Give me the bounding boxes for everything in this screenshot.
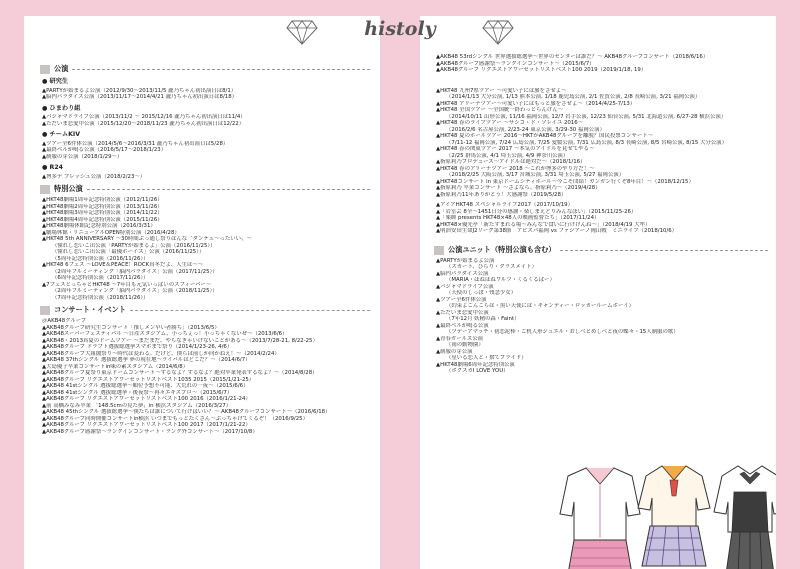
list-item: ▲制服の芽公演 (436, 348, 473, 355)
section-square-icon (40, 306, 50, 315)
list-item: ▲指原莉乃11年ありがとう！大感謝祭（2019/5/28） (436, 191, 567, 198)
section-title: 公演ユニット（特別公演も含む） (448, 244, 556, 254)
group-heading: ● R24 (42, 164, 63, 171)
list-item: ▲パジャマドライブ公演 (436, 283, 494, 290)
list-item: ▲ただいま恋愛中公演（2015/12/20〜2018/11/23 瀧乃ちゃん初出演日は12/22） (42, 120, 245, 127)
list-item: ▲HKT48劇場2周年記念特別公演（2013/11/26） (42, 203, 163, 210)
uniform-dark-jumper-icon (714, 466, 776, 569)
list-item: ▲HKT48 全国ツアー 〜全国統一終わっとらんけん〜 (436, 107, 564, 113)
list-item: ▲前 高橋みなみ卒業 〝148.5cmの見た夢〟in 横浜スタジアム（2016/3/27） (42, 402, 232, 409)
list-item: （2周年フルミーティング「脳内パラダイス」公演（2018/11/25）） (52, 288, 218, 294)
list-item: ▲博多デ ブレッシュ公演（2018/2/23〜） (42, 173, 146, 180)
section-special (40, 185, 370, 194)
list-item: ▲AKB48グループ研究生コンサート「推しメン早い者勝ち」（2013/6/5） (42, 324, 220, 331)
list-item: （ボクスカI LOVE YOU） (446, 368, 509, 374)
list-item: ▲AKB48グループ リクエストアワーセットリストベスト100 2017（2017/1/21-22） (42, 422, 251, 428)
list-item: （2014/1/13 大分公演, 1/13 熊本公演, 1/18 鹿児島公演, 2/1 佐賀公演, 2/8 長崎公演, 3/21 福岡公演） (446, 94, 701, 100)
list-item: ▲AKB48 45thシングル 選抜総選挙〜僕たちは誰について行けばいい？〜 AKB48グループコンサート〜（2016/6/18） (42, 409, 331, 415)
right-column (434, 54, 768, 375)
list-item: （2016/2/6 名古屋公演, 2/23-24 東京公演, 3/29-30 福岡公演） (446, 126, 605, 133)
list-item: ▲最終ベルが鳴る公演（2016/5/17〜2018/1/23） (42, 147, 167, 153)
section-title: 特別公演 (54, 184, 83, 194)
list-item: ▲AKB48 41stシングル 選抜総選挙・後夜祭〜再々エキスプロ〜（2015/6/7） (42, 389, 233, 396)
list-item: ▲脳内パラダイス公演 (436, 270, 489, 277)
list-item: （スカート、ひらり・クラスメイト） (446, 264, 537, 270)
list-item: ▲PARTYが始まるよ公演（2012/9/30〜2013/11/5 瀧乃ちゃん初出演日は8/1） (42, 87, 237, 94)
special-list (40, 197, 370, 301)
list-item: ▲指原莉乃プロデュース〜アイドルは絶対だ〜（2018/1/16） (436, 159, 586, 165)
list-item: ▲制服の芽公演（2018/1/29〜） (42, 153, 123, 160)
section-title: 公演 (54, 64, 69, 74)
list-item: ▲PARTYが始まるよ公演 (436, 257, 495, 264)
section-square-icon (434, 246, 444, 255)
list-item: ▲HKT48劇場1周年記念特別公演（2012/11/26） (42, 197, 163, 203)
list-item: ▲AKB48グループ夏祭り東京ドームコンサート〜するなよ？するなよ？絶対卒業発表するなよ？〜（2014/8/28） (42, 370, 318, 376)
concert-list (40, 318, 370, 435)
list-item: ▲AKB48グループ リクエストアワーセットリストベスト100 2019（2019/1/18, 19） (436, 67, 647, 73)
dashed-divider (560, 250, 768, 251)
list-item: ＠AKB48グループ (42, 318, 87, 324)
section-square-icon (40, 185, 50, 194)
list-item: （雨の動物園） (446, 342, 484, 348)
list-item: （憧れし恋いこ出公演「最優ボーイズ」公演（2016/11/25）） (52, 249, 205, 255)
left-column (40, 60, 370, 435)
uniform-plaid-skirt-icon (638, 466, 710, 566)
list-item: （7年12月 妖精の森・Faint） (446, 316, 520, 322)
dashed-divider (72, 69, 370, 70)
page-title: histoly (364, 18, 436, 40)
list-item: ▲AKB48・2013真夏のドームツアー 〜まだまだ、やらなきゃいけないことがある〜（2013/7/28-21, 8/22-25） (42, 337, 318, 344)
list-item: ▲パジャマドライブ公演（2013/11/2 〜 2015/12/16 瀧乃ちゃん初出演日は11/4） (42, 114, 246, 120)
list-item: ▲AKB48 41stシングル 選抜総選挙〜順位予想不可能、大荒れの一夜〜（2015/6/6） (42, 383, 249, 389)
diamond-icon-left (286, 18, 318, 46)
list-item: ▲AKB48グループ感謝祭〜ランクインコンサート〜（2015/6/7） (436, 60, 595, 67)
list-item: ▲AKB48グループ リクエストアワーセットリストベスト100 2016（2016/1/21-24） (42, 396, 251, 402)
left-page (24, 16, 380, 569)
list-item: （7周年記念特別公演（2018/11/26）） (52, 294, 149, 301)
list-item: ▲HKT48劇場6周年記念特別公演 (436, 361, 515, 368)
list-item: ▲脳内パラダイス公演（2013/11/17〜2014/4/21 瀧乃ちゃん初出演日は8/18） (42, 94, 238, 100)
list-item: ▲劇場休館・リニューアルOPEN特別公演（2016/4/28） (42, 229, 180, 236)
list-item: ▲ツアー全6件体公演 (436, 296, 487, 303)
hkt-concert-list (434, 88, 768, 199)
list-item: ▲「薬師 presents HKT48×48人の映画監督たち」（2017/11/24） (436, 215, 600, 221)
list-item: ▲AKB48グループ リクエストアワーセットリストベスト1035 2015（2015/1/21-25） (42, 376, 255, 383)
right-page (420, 16, 776, 569)
list-item: ▲AKB48グループ ドラフト選抜総選挙スマホまで祭り（2014/1/23-26, 4/6） (42, 344, 233, 350)
list-item: ▲HKT48 5th ANNIVERSARY 〜30時間ぶっ通し祭りはんな〝ダンテュ〜ったいい〟〜 (42, 236, 252, 242)
section-square-icon (40, 65, 50, 74)
list-item: ▲AKB48スーパーフェスティバル 〜日産スタジアム、小っちぇっ！小っちゃくないぜ〜（2013/6/6） (42, 331, 288, 337)
list-item: ▲最終ベルが鳴る公演 (436, 322, 489, 329)
dashed-divider (87, 189, 370, 190)
list-item: （7/11-12 福岡公演, 7/24 広島公演, 7/25 愛媛公演, 7/31 広島公演, 8/3 長崎公演, 8/5 宮崎公演, 8/15 大分公演） (446, 139, 727, 146)
list-item: ▲HKT48 九州7県ツアー 〜可愛い子には旅をさせよ〜 (436, 87, 567, 94)
list-item: （5周年記念特別公演（2016/11/26）） (52, 255, 149, 262)
list-item: ▲HKT48 春のライブツアー 〜サシコ・ド・ソレイユ 2016〜 (436, 120, 584, 126)
list-item: ▲ツアー全6件体公演（2014/5/6〜2016/3/31 瀧乃ちゃん初出演日は5/28） (42, 140, 229, 147)
list-item: （2014/10/11 山形公演, 11/16 福岡公演, 12/7 岩手公演, 12/23 仙台公演, 5/31 北海道公演, 6/27-28 横浜公演） (446, 113, 727, 120)
header (0, 18, 800, 52)
list-item: （2018/2/25 大阪公演, 3/17 宮城公演, 3/31 埼玉公演, 5/27 福岡公演） (446, 172, 625, 178)
list-item: ▲「岩室芸 8全〜1451日分の感謝・楽しまえどりみんなぼい」（2015/11/25-26） (436, 208, 637, 215)
list-item: ▲HKT48 春のアリーナツアー 2018 〜これが博多のやり方だ！〜 (436, 165, 595, 172)
list-item: ▲HKT48 6フェス 〜LOVE＆PEACE！ROCK真冬だよ、人生は〜〜 (42, 262, 204, 268)
group-heading: ● ひまわり組 (42, 104, 81, 112)
list-item: （2/25 群馬公演, 4/1 埼玉公演, 4/9 神奈川公演） (446, 152, 569, 159)
list-item: ▲AKB48グループ同時開催コンサートin横浜 いつまでもっとたくさん〜ぶっちゃけてくるぞ！（2016/9/25） (42, 415, 308, 422)
top-list (434, 54, 768, 74)
list-item: ▲青春ガールズ公演 (436, 335, 484, 342)
list-item: ▲7フェスとっちゃとHKT48 〜7年目も元気いっぱいのスフィーバー〜 (42, 281, 212, 288)
list-item: （星いる恋人と・捨てプライド） (446, 355, 527, 361)
uniform-pink-blouse-icon (560, 468, 640, 569)
list-item: ▲HKT48劇場休館記念特別公演（2016/3/31） (42, 223, 156, 229)
list-item: ▲HKT48劇場3周年記念特別公演（2014/11/22） (42, 210, 163, 216)
performance-groups (40, 79, 370, 180)
section-concerts (40, 306, 370, 315)
list-item: ▲アイアHKT48 スペシャルライブ2017（2017/10/19） (436, 202, 573, 208)
list-item: （2周年フルミーティング「脳内パラダイス」公演（2017/11/25）） (52, 268, 218, 275)
list-item: ▲AKB48 37thシングル 選抜総選挙 夢の現在地〜ライバルはどこだ？〜（2014/6/7） (42, 357, 251, 363)
list-item: （憧れし恋いこ出公演「PARTYが始まるよ」公演（2016/11/25）） (52, 242, 216, 249)
list-item: ▲指原莉乃 卒業コンサート 〜さよなら、指原莉乃〜（2019/4/28） (436, 185, 601, 191)
list-item: （天使のしっぽ・残念少女） (446, 290, 517, 296)
group-heading: ● 研究生 (42, 78, 69, 85)
list-item: ▲大島優子卒業コンサートin味の素スタジアム（2014/6/8） (42, 363, 189, 370)
list-item: ▲AKB48グループ大組閣祭り〜時代は変わる。だけど、僕らは前しか向かねえ！〜（2014/2/24） (42, 350, 280, 357)
list-item: ▲HKT48劇場4周年記念特別公演（2015/11/26） (42, 216, 163, 223)
list-item: ▲HKT48 アリーナツアー〜可愛い子にはもっと旅をさせよ〜（2014/4/25-7/13） (436, 100, 636, 107)
list-item: ▲AKB48グループ感謝祭〜ランクインコンサート・ランク外コンサート〜（2017/10/8） (42, 428, 258, 435)
section-title: コンサート・イベント (54, 305, 126, 315)
dashed-divider (130, 310, 370, 311)
uniform-illustrations (556, 462, 776, 569)
section-unit (434, 246, 768, 255)
list-item: ▲HKT48×優光亭「新たすまれる場〜みんなで食いに行けけんね〜」（2018/4/19 大牟） (436, 221, 651, 228)
section-performance (40, 65, 370, 74)
list-item: ▲HKT48 春の関東ツアー 2017 〜本気のアイドルを見せてやる〜 (436, 146, 595, 152)
event-list (434, 202, 768, 235)
list-item: （約束よごんごらは・黒い天使には・キャンディー・ロッカールームボーイ） (446, 303, 635, 309)
list-item: ▲ただいま恋愛中公演 (436, 309, 489, 316)
list-item: ▲HKT48 夏のホールツアー 2016〜HKTがAKB48グループを離脱？国民投票コンサート〜 (436, 133, 654, 139)
list-item: （ツデーアマッチ・初恋泥棒・ご机人形ジュエル・おしべとめしべと夜の蝶々・15人制服の歌） (446, 329, 679, 335)
list-item: ▲明治安田生命J2リーグ第38節 アビスパ福岡 vs ファジアーノ岡山戦 ミニライブ（2018/10/6） (436, 228, 678, 234)
diamond-icon-right (482, 18, 514, 46)
group-heading: ● チームKIV (42, 131, 81, 138)
list-item: ▲HKT48コンサート in 東京ドームシティホール〜今こそ団結！ガンガン行くぞ8年目！〜（2018/12/15） (436, 178, 694, 185)
list-item: （6周年記念特別公演（2017/11/26）） (52, 275, 149, 281)
unit-list (434, 258, 768, 375)
list-item: （MARIA・ほねほねワルツ・くるくるぱー） (446, 277, 555, 283)
list-item: ▲AKB48 53rdシングル 世界選抜総選挙〜世界のセンターは誰だ？〜 AKB48グループコンサート（2018/6/16） (436, 54, 709, 60)
